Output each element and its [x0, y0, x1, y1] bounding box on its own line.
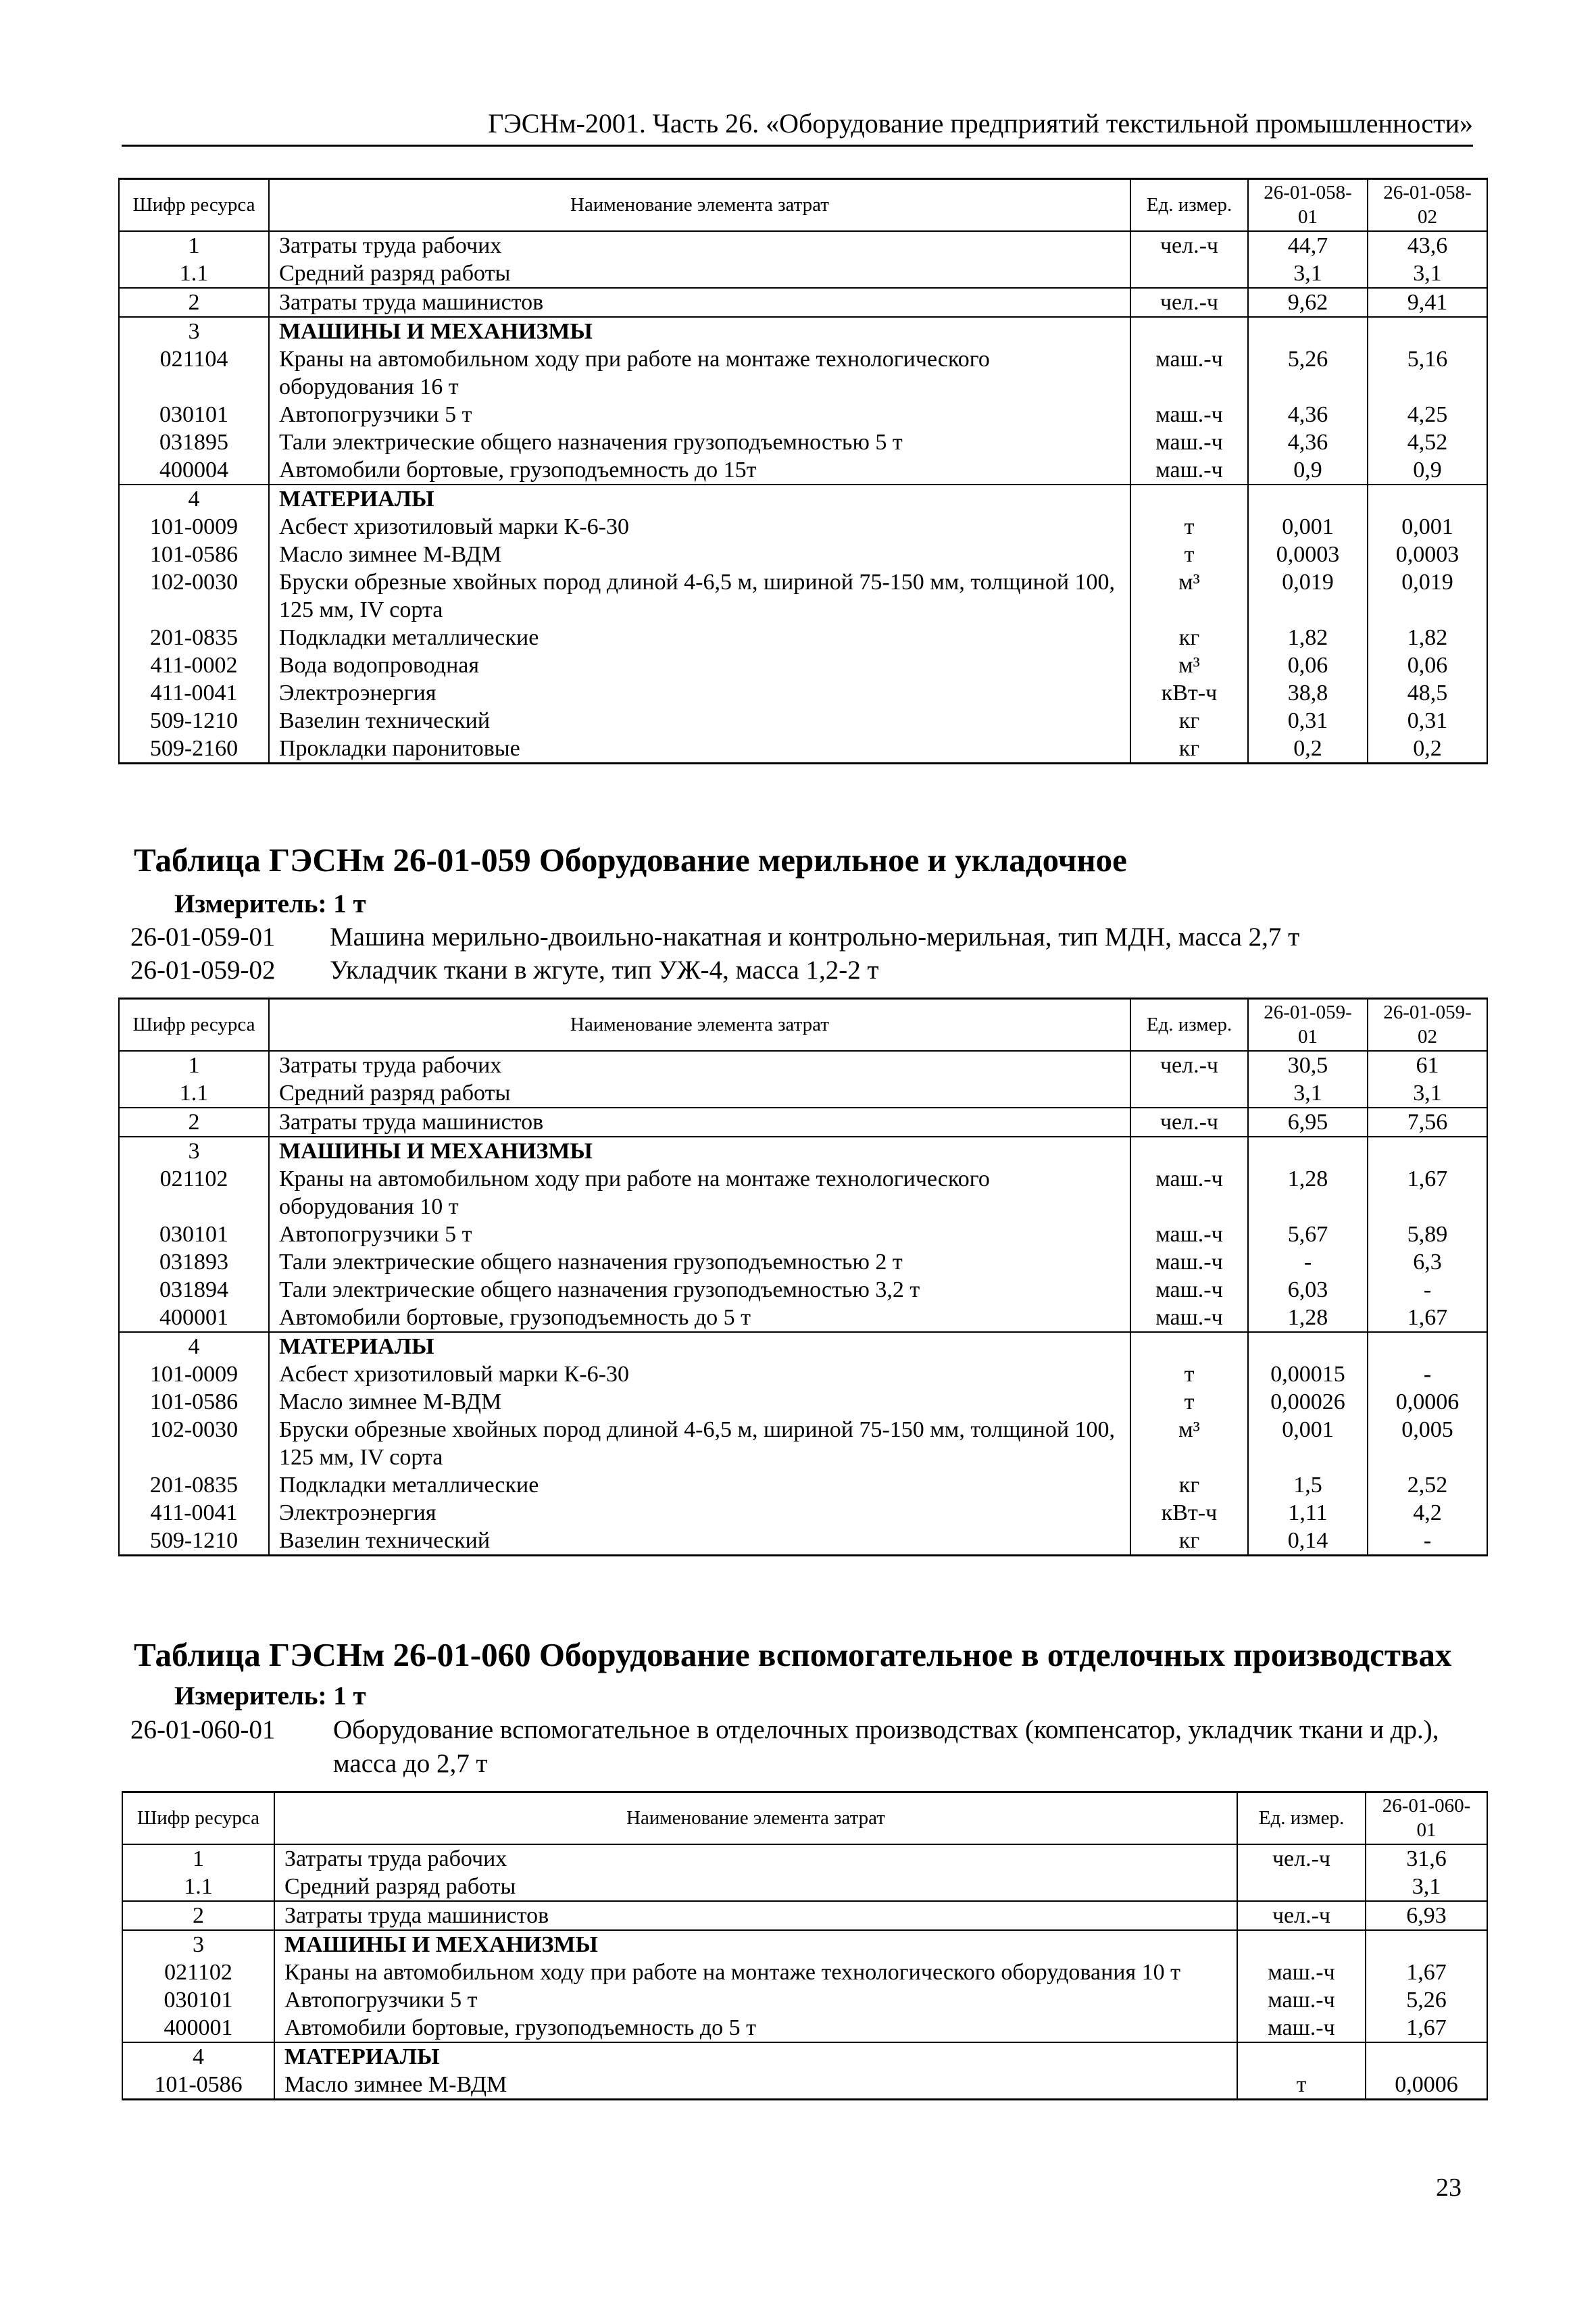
value-cell: 5,67 — [1248, 1221, 1368, 1248]
resource-name: Затраты труда рабочих — [269, 231, 1130, 260]
unit-cell: чел.-ч — [1130, 231, 1248, 260]
table-row — [119, 624, 1487, 651]
unit-cell: чел.-ч — [1237, 1901, 1366, 1930]
table-row — [119, 1527, 1487, 1556]
resource-code: 4 — [119, 1332, 269, 1360]
resource-name: Бруски обрезные хвойных пород длиной 4-6,5 м, шириной 75-150 мм, толщиной 100, 125 мм, IV сорта — [269, 568, 1130, 624]
resource-code: 2 — [119, 288, 269, 317]
resource-name: Асбест хризотиловый марки К-6-30 — [269, 1360, 1130, 1388]
value-cell — [1248, 1332, 1368, 1360]
resource-code: 030101 — [119, 1221, 269, 1248]
resource-name: Средний разряд работы — [269, 260, 1130, 288]
resource-code: 509-1210 — [119, 1527, 269, 1556]
resource-table-058 — [118, 178, 1488, 764]
value-cell — [1368, 485, 1487, 513]
unit-cell — [1237, 1873, 1366, 1901]
value-cell: 1,28 — [1248, 1304, 1368, 1332]
resource-code: 101-0586 — [119, 1388, 269, 1416]
unit-cell: кг — [1130, 1527, 1248, 1556]
resource-name: Масло зимнее М-ВДМ — [269, 1388, 1130, 1416]
resource-name: МАТЕРИАЛЫ — [269, 1332, 1130, 1360]
section-row — [119, 1137, 1487, 1165]
resource-name: Затраты труда машинистов — [269, 1108, 1130, 1137]
value-cell: 61 — [1368, 1051, 1487, 1079]
value-cell: 0,31 — [1248, 707, 1368, 735]
resource-code: 021104 — [119, 345, 269, 401]
section-row — [122, 2042, 1487, 2071]
value-cell: 1,11 — [1248, 1499, 1368, 1527]
col-header-variant: 26-01-059-02 — [1368, 999, 1487, 1051]
value-cell: 4,25 — [1368, 401, 1487, 428]
section-row — [119, 1332, 1487, 1360]
unit-cell: маш.-ч — [1130, 456, 1248, 485]
resource-name: Затраты труда машинистов — [274, 1901, 1237, 1930]
section-row — [119, 485, 1487, 513]
col-header-variant: 26-01-059-01 — [1248, 999, 1368, 1051]
resource-code: 031893 — [119, 1248, 269, 1276]
table-row — [119, 1471, 1487, 1499]
unit-cell — [1130, 1079, 1248, 1108]
resource-name: Автопогрузчики 5 т — [269, 1221, 1130, 1248]
table-row — [119, 288, 1487, 317]
table-row — [122, 2014, 1487, 2042]
measure-unit-060: Измеритель: 1 т — [174, 1681, 366, 1710]
col-header-variant: 26-01-058-01 — [1248, 179, 1368, 231]
table-row — [119, 1416, 1487, 1471]
unit-cell: маш.-ч — [1130, 345, 1248, 401]
value-cell: 4,36 — [1248, 401, 1368, 428]
unit-cell: т — [1130, 513, 1248, 541]
resource-code: 4 — [122, 2042, 274, 2071]
value-cell — [1248, 485, 1368, 513]
table-row — [119, 1248, 1487, 1276]
resource-code: 031895 — [119, 428, 269, 456]
resource-name: Электроэнергия — [269, 679, 1130, 707]
value-cell: 0,0006 — [1366, 2071, 1487, 2100]
variant-name: Укладчик ткани в жгуте, тип УЖ-4, масса 1,2-2 т — [330, 956, 879, 985]
resource-code: 030101 — [122, 1986, 274, 2014]
resource-name: МАТЕРИАЛЫ — [274, 2042, 1237, 2071]
resource-name: Асбест хризотиловый марки К-6-30 — [269, 513, 1130, 541]
value-cell: 1,67 — [1366, 1959, 1487, 1986]
resource-code: 101-0586 — [122, 2071, 274, 2100]
value-cell: 0,0003 — [1248, 541, 1368, 568]
value-cell: 30,5 — [1248, 1051, 1368, 1079]
section-row — [119, 317, 1487, 345]
resource-code: 021102 — [122, 1959, 274, 1986]
unit-cell — [1130, 485, 1248, 513]
value-cell: - — [1368, 1360, 1487, 1388]
resource-name: Средний разряд работы — [269, 1079, 1130, 1108]
resource-name: Масло зимнее М-ВДМ — [274, 2071, 1237, 2100]
resource-name: Вазелин технический — [269, 1527, 1130, 1556]
unit-cell: кВт-ч — [1130, 679, 1248, 707]
variant-code: 26-01-059-01 — [130, 922, 276, 952]
measure-unit-059: Измеритель: 1 т — [174, 889, 366, 918]
resource-name: Затраты труда машинистов — [269, 288, 1130, 317]
unit-cell: т — [1130, 1360, 1248, 1388]
table-row — [119, 428, 1487, 456]
value-cell: 0,06 — [1248, 651, 1368, 679]
value-cell: 38,8 — [1248, 679, 1368, 707]
col-header-variant: 26-01-060-01 — [1366, 1792, 1487, 1844]
resource-code: 4 — [119, 485, 269, 513]
unit-cell: м³ — [1130, 568, 1248, 624]
value-cell: 48,5 — [1368, 679, 1487, 707]
resource-code: 411-0041 — [119, 679, 269, 707]
table-row — [119, 1360, 1487, 1388]
value-cell: 0,001 — [1248, 1416, 1368, 1471]
resource-name: Автомобили бортовые, грузоподъемность до 5 т — [269, 1304, 1130, 1332]
table-row — [119, 541, 1487, 568]
resource-code: 3 — [119, 317, 269, 345]
resource-name: Затраты труда рабочих — [269, 1051, 1130, 1079]
resource-code: 400004 — [119, 456, 269, 485]
value-cell: 1,67 — [1366, 2014, 1487, 2042]
value-cell: 0,005 — [1368, 1416, 1487, 1471]
col-header-code: Шифр ресурса — [119, 999, 269, 1051]
col-header-unit: Ед. измер. — [1237, 1792, 1366, 1844]
unit-cell — [1130, 317, 1248, 345]
value-cell — [1248, 1137, 1368, 1165]
resource-code: 400001 — [122, 2014, 274, 2042]
unit-cell: т — [1130, 1388, 1248, 1416]
resource-name: Вазелин технический — [269, 707, 1130, 735]
resource-code: 3 — [119, 1137, 269, 1165]
section-row — [122, 1930, 1487, 1959]
resource-code: 509-2160 — [119, 735, 269, 764]
resource-name: Электроэнергия — [269, 1499, 1130, 1527]
resource-code: 101-0009 — [119, 1360, 269, 1388]
variant-code: 26-01-059-02 — [130, 956, 276, 985]
table-title-059: Таблица ГЭСНм 26-01-059 Оборудование мерильное и укладочное — [134, 841, 1127, 879]
resource-name: Подкладки металлические — [269, 1471, 1130, 1499]
unit-cell: маш.-ч — [1130, 401, 1248, 428]
unit-cell: маш.-ч — [1130, 428, 1248, 456]
table-row — [122, 1901, 1487, 1930]
resource-name: Автопогрузчики 5 т — [269, 401, 1130, 428]
unit-cell: т — [1237, 2071, 1366, 2100]
unit-cell: маш.-ч — [1130, 1165, 1248, 1221]
unit-cell — [1237, 2042, 1366, 2071]
resource-name: Средний разряд работы — [274, 1873, 1237, 1901]
value-cell: 3,1 — [1248, 1079, 1368, 1108]
resource-table-060 — [122, 1791, 1488, 2100]
resource-name: Тали электрические общего назначения грузоподъемностью 5 т — [269, 428, 1130, 456]
table-row — [119, 1276, 1487, 1304]
value-cell: 1,28 — [1248, 1165, 1368, 1221]
value-cell: 2,52 — [1368, 1471, 1487, 1499]
resource-name: Краны на автомобильном ходу при работе на монтаже технологического оборудования 10 т — [269, 1165, 1130, 1221]
resource-code: 2 — [119, 1108, 269, 1137]
unit-cell: чел.-ч — [1130, 1051, 1248, 1079]
unit-cell: чел.-ч — [1130, 1108, 1248, 1137]
value-cell: 0,2 — [1248, 735, 1368, 764]
value-cell: 0,00026 — [1248, 1388, 1368, 1416]
resource-table-059 — [118, 998, 1488, 1556]
value-cell: 5,26 — [1366, 1986, 1487, 2014]
table-row — [122, 1844, 1487, 1873]
value-cell: 3,1 — [1368, 260, 1487, 288]
resource-code: 411-0002 — [119, 651, 269, 679]
value-cell: 31,6 — [1366, 1844, 1487, 1873]
table-row — [122, 1986, 1487, 2014]
table-row — [119, 513, 1487, 541]
unit-cell: маш.-ч — [1237, 1986, 1366, 2014]
unit-cell: м³ — [1130, 1416, 1248, 1471]
value-cell — [1368, 1137, 1487, 1165]
resource-name: Автомобили бортовые, грузоподъемность до 15т — [269, 456, 1130, 485]
value-cell: 6,03 — [1248, 1276, 1368, 1304]
variant-code: 26-01-060-01 — [130, 1715, 276, 1744]
value-cell: 0,001 — [1368, 513, 1487, 541]
value-cell: 44,7 — [1248, 231, 1368, 260]
table-row — [119, 401, 1487, 428]
value-cell: 1,82 — [1368, 624, 1487, 651]
resource-name: Краны на автомобильном ходу при работе на монтаже технологического оборудования 10 т — [274, 1959, 1237, 1986]
table-row — [119, 1165, 1487, 1221]
table-row — [119, 679, 1487, 707]
resource-name: МАТЕРИАЛЫ — [269, 485, 1130, 513]
unit-cell: чел.-ч — [1130, 288, 1248, 317]
col-header-name: Наименование элемента затрат — [269, 999, 1130, 1051]
table-row — [119, 1079, 1487, 1108]
unit-cell — [1237, 1930, 1366, 1959]
resource-code: 031894 — [119, 1276, 269, 1304]
unit-cell: маш.-ч — [1130, 1248, 1248, 1276]
resource-name: Затраты труда рабочих — [274, 1844, 1237, 1873]
value-cell: 0,0006 — [1368, 1388, 1487, 1416]
resource-code: 509-1210 — [119, 707, 269, 735]
resource-code: 030101 — [119, 401, 269, 428]
col-header-code: Шифр ресурса — [119, 179, 269, 231]
table-row — [122, 2071, 1487, 2100]
value-cell: 9,62 — [1248, 288, 1368, 317]
unit-cell: м³ — [1130, 651, 1248, 679]
table-row — [119, 651, 1487, 679]
resource-name: Автопогрузчики 5 т — [274, 1986, 1237, 2014]
resource-code: 1.1 — [119, 1079, 269, 1108]
resource-name: Бруски обрезные хвойных пород длиной 4-6,5 м, шириной 75-150 мм, толщиной 100, 125 мм, IV сорта — [269, 1416, 1130, 1471]
unit-cell: маш.-ч — [1130, 1221, 1248, 1248]
variant-name: Оборудование вспомогательное в отделочных производствах (компенсатор, укладчик ткани и др.), масса до 2,7 т — [333, 1715, 1439, 1778]
value-cell: 6,95 — [1248, 1108, 1368, 1137]
resource-code: 3 — [122, 1930, 274, 1959]
variant-name: Машина мерильно-двоильно-накатная и контрольно-мерильная, тип МДН, масса 2,7 т — [330, 922, 1300, 952]
col-header-name: Наименование элемента затрат — [269, 179, 1130, 231]
table-row — [122, 1959, 1487, 1986]
resource-name: Краны на автомобильном ходу при работе на монтаже технологического оборудования 16 т — [269, 345, 1130, 401]
col-header-unit: Ед. измер. — [1130, 999, 1248, 1051]
value-cell: 4,36 — [1248, 428, 1368, 456]
table-row — [119, 707, 1487, 735]
value-cell: 0,31 — [1368, 707, 1487, 735]
resource-name: Прокладки паронитовые — [269, 735, 1130, 764]
page-number: 23 — [1436, 2173, 1462, 2202]
unit-cell: маш.-ч — [1130, 1304, 1248, 1332]
value-cell: 3,1 — [1366, 1873, 1487, 1901]
col-header-unit: Ед. измер. — [1130, 179, 1248, 231]
resource-name: МАШИНЫ И МЕХАНИЗМЫ — [269, 317, 1130, 345]
value-cell: 0,14 — [1248, 1527, 1368, 1556]
value-cell: 4,52 — [1368, 428, 1487, 456]
value-cell: 0,00015 — [1248, 1360, 1368, 1388]
resource-name: Вода водопроводная — [269, 651, 1130, 679]
table-row — [119, 231, 1487, 260]
value-cell: 1,5 — [1248, 1471, 1368, 1499]
value-cell: 43,6 — [1368, 231, 1487, 260]
resource-code: 201-0835 — [119, 624, 269, 651]
unit-cell: кг — [1130, 707, 1248, 735]
table-row — [119, 1108, 1487, 1137]
resource-code: 1 — [122, 1844, 274, 1873]
resource-name: Автомобили бортовые, грузоподъемность до 5 т — [274, 2014, 1237, 2042]
resource-name: МАШИНЫ И МЕХАНИЗМЫ — [269, 1137, 1130, 1165]
resource-code: 102-0030 — [119, 568, 269, 624]
resource-code: 411-0041 — [119, 1499, 269, 1527]
col-header-name: Наименование элемента затрат — [274, 1792, 1237, 1844]
resource-name: Тали электрические общего назначения грузоподъемностью 2 т — [269, 1248, 1130, 1276]
unit-cell: кг — [1130, 1471, 1248, 1499]
resource-code: 102-0030 — [119, 1416, 269, 1471]
unit-cell: маш.-ч — [1237, 2014, 1366, 2042]
value-cell: 0,001 — [1248, 513, 1368, 541]
unit-cell: т — [1130, 541, 1248, 568]
table-row — [119, 345, 1487, 401]
value-cell: 0,9 — [1248, 456, 1368, 485]
table-row — [119, 456, 1487, 485]
unit-cell: кг — [1130, 624, 1248, 651]
value-cell: 3,1 — [1368, 1079, 1487, 1108]
col-header-code: Шифр ресурса — [122, 1792, 274, 1844]
value-cell — [1366, 1930, 1487, 1959]
resource-code: 2 — [122, 1901, 274, 1930]
unit-cell: маш.-ч — [1130, 1276, 1248, 1304]
resource-code: 1 — [119, 1051, 269, 1079]
value-cell: 0,019 — [1368, 568, 1487, 624]
unit-cell: кВт-ч — [1130, 1499, 1248, 1527]
table-row — [119, 1221, 1487, 1248]
resource-code: 201-0835 — [119, 1471, 269, 1499]
resource-name: Масло зимнее М-ВДМ — [269, 541, 1130, 568]
resource-code: 1.1 — [122, 1873, 274, 1901]
value-cell: 7,56 — [1368, 1108, 1487, 1137]
resource-code: 400001 — [119, 1304, 269, 1332]
col-header-variant: 26-01-058-02 — [1368, 179, 1487, 231]
resource-code: 1.1 — [119, 260, 269, 288]
value-cell — [1248, 317, 1368, 345]
unit-cell: кг — [1130, 735, 1248, 764]
value-cell — [1368, 1332, 1487, 1360]
table-row — [119, 1051, 1487, 1079]
table-row — [119, 1499, 1487, 1527]
resource-name: Подкладки металлические — [269, 624, 1130, 651]
value-cell: 1,67 — [1368, 1165, 1487, 1221]
unit-cell — [1130, 260, 1248, 288]
resource-code: 1 — [119, 231, 269, 260]
resource-name: Тали электрические общего назначения грузоподъемностью 3,2 т — [269, 1276, 1130, 1304]
value-cell — [1366, 2042, 1487, 2071]
table-row — [119, 568, 1487, 624]
table-title-060: Таблица ГЭСНм 26-01-060 Оборудование вспомогательное в отделочных производствах — [134, 1636, 1452, 1673]
value-cell: 4,2 — [1368, 1499, 1487, 1527]
value-cell: 0,2 — [1368, 735, 1487, 764]
value-cell: - — [1368, 1276, 1487, 1304]
value-cell: 5,16 — [1368, 345, 1487, 401]
table-row — [119, 735, 1487, 764]
value-cell: 0,019 — [1248, 568, 1368, 624]
value-cell: - — [1248, 1248, 1368, 1276]
unit-cell: чел.-ч — [1237, 1844, 1366, 1873]
value-cell: - — [1368, 1527, 1487, 1556]
value-cell: 9,41 — [1368, 288, 1487, 317]
resource-code: 101-0586 — [119, 541, 269, 568]
value-cell: 0,0003 — [1368, 541, 1487, 568]
value-cell: 1,67 — [1368, 1304, 1487, 1332]
table-row — [119, 260, 1487, 288]
value-cell — [1368, 317, 1487, 345]
unit-cell — [1130, 1137, 1248, 1165]
value-cell: 6,93 — [1366, 1901, 1487, 1930]
table-row — [122, 1873, 1487, 1901]
value-cell: 3,1 — [1248, 260, 1368, 288]
value-cell: 1,82 — [1248, 624, 1368, 651]
value-cell: 5,26 — [1248, 345, 1368, 401]
resource-name: МАШИНЫ И МЕХАНИЗМЫ — [274, 1930, 1237, 1959]
unit-cell — [1130, 1332, 1248, 1360]
page-header: ГЭСНм-2001. Часть 26. «Оборудование предприятий текстильной промышленности» — [122, 107, 1473, 147]
value-cell: 5,89 — [1368, 1221, 1487, 1248]
table-row — [119, 1304, 1487, 1332]
value-cell: 0,06 — [1368, 651, 1487, 679]
table-row — [119, 1388, 1487, 1416]
value-cell: 6,3 — [1368, 1248, 1487, 1276]
value-cell: 0,9 — [1368, 456, 1487, 485]
resource-code: 021102 — [119, 1165, 269, 1221]
resource-code: 101-0009 — [119, 513, 269, 541]
unit-cell: маш.-ч — [1237, 1959, 1366, 1986]
